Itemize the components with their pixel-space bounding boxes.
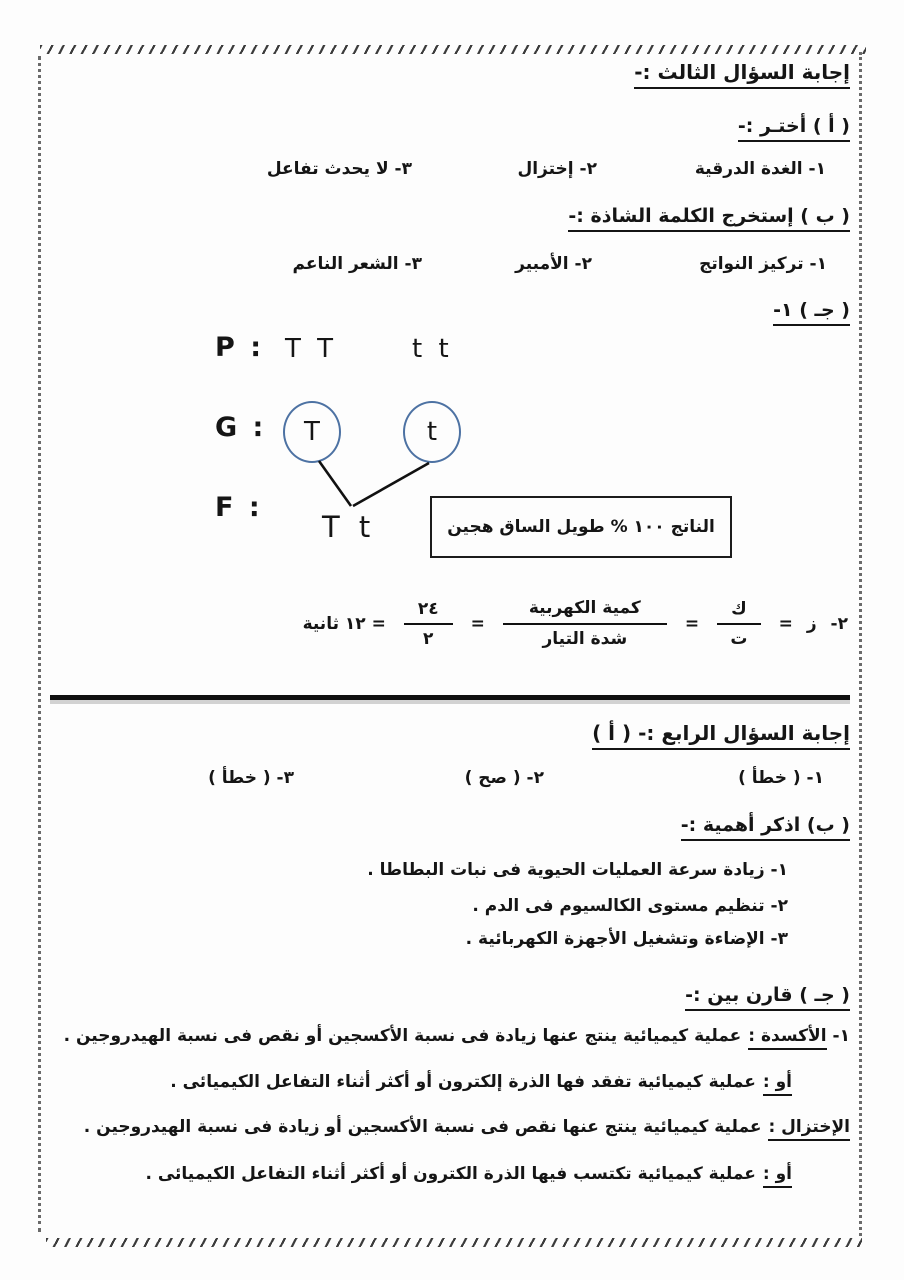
q4-title: إجابة السؤال الرابع :- ( أ )	[50, 721, 850, 750]
answer-item: ١- ( خطأ )	[738, 768, 824, 788]
parent-genotype-tall: T T	[285, 334, 338, 364]
fraction-values-numerator: ٢٤	[404, 599, 453, 625]
equals-sign: =	[470, 614, 485, 635]
comparison-prefix: ١-	[832, 1026, 850, 1046]
result-box	[430, 496, 732, 558]
q3-c-header: ( جـ ) ١-	[50, 299, 850, 326]
comparison-text: عملية كيميائية ينتج عنها زيادة فى نسبة الأكسجين أو نقص فى نسبة الهيدروجين .	[63, 1026, 742, 1046]
allele-circle-t	[403, 401, 461, 463]
answer-item: ٢- الأمبير	[515, 254, 592, 274]
answer-item: ٣- الشعر الناعم	[292, 254, 422, 274]
fraction-symbols	[717, 599, 761, 651]
parent-genotype-short: t t	[412, 334, 453, 364]
answer-item: ٢- إختزال	[517, 159, 597, 179]
gamete-allele-T: T	[304, 417, 320, 447]
parent-row-label: P :	[215, 332, 264, 363]
answer-item: ٣- لا يحدث تفاعل	[266, 159, 412, 179]
fraction-terms-numerator: كمية الكهربية	[503, 598, 667, 625]
allele-circle-T	[283, 401, 341, 463]
answer-item: ١- تركيز النواتج	[699, 254, 827, 274]
fraction-values-denominator: ٢	[423, 628, 434, 649]
equation-lead: ٢- ز =	[778, 614, 848, 635]
comparison-text: عملية كيميائية تفقد فها الذرة إلكترون أو أكثر أثناء التفاعل الكيميائى .	[170, 1072, 756, 1092]
fraction-terms-denominator: شدة التيار	[542, 629, 628, 650]
q3-title: إجابة السؤال الثالث :-	[50, 60, 850, 89]
comparison-line-oxidation	[50, 1026, 850, 1046]
comparison-line-reduction	[50, 1117, 850, 1137]
fraction-symbols-denominator: ت	[730, 628, 748, 649]
comparison-text: عملية كيميائية تكتسب فيها الذرة الكترون أو أكثر أثناء التفاعل الكيميائى .	[145, 1164, 756, 1184]
q4-b-header: ( ب) اذكر أهمية :-	[50, 814, 850, 841]
equals-sign: =	[684, 614, 700, 635]
decorative-border-left	[38, 56, 41, 1232]
q4-a-answers	[50, 768, 850, 794]
q3-b-answers	[50, 254, 850, 280]
fraction-terms	[503, 598, 667, 651]
fraction-values	[404, 599, 453, 651]
comparison-term: الإختزال :	[768, 1117, 850, 1141]
section-divider	[50, 695, 850, 700]
comparison-line-or-1	[50, 1072, 850, 1092]
comparison-term: أو :	[763, 1072, 792, 1096]
gamete-row-label: G :	[215, 412, 267, 443]
page-content	[50, 58, 850, 1240]
comparison-term: أو :	[763, 1164, 792, 1188]
time-equation	[50, 598, 850, 651]
answer-item: ١- الغدة الدرقية	[694, 159, 826, 179]
importance-item: ٢- تنظيم مستوى الكالسيوم فى الدم .	[472, 896, 788, 916]
importance-item: ٣- الإضاءة وتشغيل الأجهزة الكهربائية .	[465, 929, 788, 949]
q3-a-header: ( أ ) أختـر :-	[50, 115, 850, 142]
answer-item: ٢- ( صح )	[464, 768, 544, 788]
q4-c-header: ( جـ ) قارن بين :-	[50, 984, 850, 1011]
fraction-symbols-numerator: ك	[717, 599, 761, 625]
decorative-border-top	[40, 45, 866, 54]
answer-item: ٣- ( خطأ )	[208, 768, 294, 788]
offspring-genotype: T t	[322, 510, 376, 544]
q3-a-answers	[50, 159, 850, 185]
comparison-line-or-2	[50, 1164, 850, 1184]
gamete-allele-t: t	[426, 417, 438, 447]
punnett-cross-diagram	[50, 330, 850, 562]
decorative-border-right	[859, 52, 862, 1236]
comparison-text: عملية كيميائية ينتج عنها نقص فى نسبة الأكسجين أو زيادة فى نسبة الهيدروجين .	[83, 1117, 762, 1137]
offspring-row-label: F :	[215, 492, 263, 523]
q3-b-header: ( ب ) إستخرج الكلمة الشاذة :-	[50, 205, 850, 232]
importance-item: ١- زيادة سرعة العمليات الحيوية فى نبات البطاطا .	[367, 860, 788, 880]
equation-result: = ١٢ ثانية	[302, 614, 386, 635]
comparison-term: الأكسدة :	[748, 1026, 826, 1050]
result-box-text: الناتج ١٠٠ % طويل الساق هجين	[447, 517, 715, 537]
